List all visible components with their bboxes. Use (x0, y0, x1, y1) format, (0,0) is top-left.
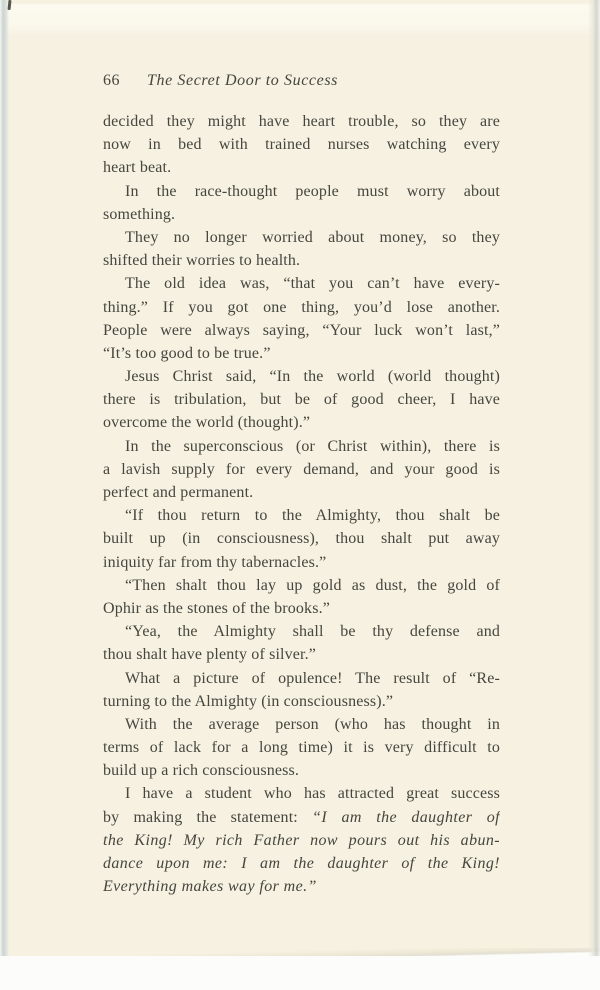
text-line (103, 481, 500, 504)
text-line (103, 411, 500, 434)
text-line (103, 597, 500, 620)
italic-text: “I am the daughter of (312, 808, 500, 826)
body-text: thou shalt have plenty of silver.” (103, 646, 317, 664)
text-line (103, 504, 500, 527)
text-line (103, 690, 500, 713)
text-line (103, 180, 500, 203)
body-text: terms of lack for a long time) it is very difficult to (103, 739, 500, 757)
text-line (103, 458, 500, 481)
body-text: In the race-thought people must worry about (125, 182, 500, 200)
text-line (103, 296, 500, 319)
body-text: In the superconscious (or Christ within), there is (125, 437, 500, 455)
body-text: iniquity far from thy tabernacles.” (103, 553, 327, 571)
text-line (103, 435, 500, 458)
text-line (103, 365, 500, 388)
paragraph (103, 620, 500, 666)
body-text: thing.” If you got one thing, you’d lose another. (103, 298, 500, 316)
text-line (103, 713, 500, 736)
text-line (103, 226, 500, 249)
running-title: The Secret Door to Success (147, 72, 338, 89)
body-text: by making the statement: (103, 808, 313, 826)
text-line (103, 388, 500, 411)
body-text: now in bed with trained nurses watching every (103, 136, 500, 154)
italic-text: Everything makes way for me.” (103, 878, 317, 896)
text-line (103, 272, 500, 295)
body-text: shifted their worries to health. (103, 252, 301, 270)
paragraph (103, 574, 500, 620)
italic-text: the King! My rich Father now pours out his abun- (103, 831, 500, 849)
text-line (103, 806, 500, 829)
text-line (103, 759, 500, 782)
body-text: something. (103, 205, 176, 223)
text-line (103, 319, 500, 342)
text-line (103, 736, 500, 759)
paragraph (103, 782, 500, 898)
body-text: “It’s too good to be true.” (103, 344, 271, 362)
paragraph (103, 180, 500, 226)
text-line (103, 643, 500, 666)
body-text: “Yea, the Almighty shall be thy defense and (125, 623, 500, 641)
body-text: The old idea was, “that you can’t have every- (125, 275, 500, 293)
text-line (103, 249, 500, 272)
body-text: What a picture of opulence! The result of “Re- (125, 669, 500, 687)
paragraph (103, 226, 500, 272)
text-line (103, 551, 500, 574)
body-text: turning to the Almighty (in consciousness).” (103, 692, 394, 710)
body-text: People were always saying, “Your luck won’t last,” (103, 321, 500, 339)
paragraph (103, 272, 500, 365)
page-body (103, 110, 500, 910)
paragraph (103, 713, 500, 783)
text-line (103, 782, 500, 805)
scanner-left-edge (0, 0, 9, 956)
text-line (103, 667, 500, 690)
text-line (103, 203, 500, 226)
paragraph (103, 365, 500, 435)
body-text: I have a student who has attracted great success (125, 785, 500, 803)
text-line (103, 527, 500, 550)
body-text: They no longer worried about money, so they (125, 228, 500, 246)
paragraph (103, 504, 500, 574)
text-line (103, 156, 500, 179)
body-text: Ophir as the stones of the brooks.” (103, 599, 330, 617)
text-line (103, 620, 500, 643)
italic-text: dance upon me: I am the daughter of the King! (103, 855, 500, 872)
page-top-showthrough (0, 4, 600, 38)
paragraph (103, 110, 500, 180)
body-text: built up (in consciousness), thou shalt put away (103, 530, 500, 548)
page-number: 66 (103, 72, 120, 89)
scanner-right-edge (588, 0, 600, 956)
body-text: overcome the world (thought).” (103, 414, 311, 432)
body-text: With the average person (who has thought in (125, 715, 500, 733)
body-text: decided they might have heart trouble, so they are (103, 113, 500, 130)
body-text: a lavish supply for every demand, and your good is (103, 460, 500, 478)
text-line (103, 852, 500, 875)
body-text: “Then shalt thou lay up gold as dust, the gold of (125, 576, 500, 594)
body-text: perfect and permanent. (103, 484, 254, 501)
body-text: Jesus Christ said, “In the world (world thought) (125, 368, 500, 386)
paragraph (103, 667, 500, 713)
body-text: heart beat. (103, 159, 172, 177)
paragraph (103, 435, 500, 505)
body-text: build up a rich consciousness. (103, 762, 300, 780)
running-head (103, 70, 500, 93)
text-line (103, 875, 500, 898)
body-text: there is tribulation, but be of good cheer, I have (103, 391, 500, 409)
text-line (103, 574, 500, 597)
body-text: “If thou return to the Almighty, thou shalt be (125, 507, 500, 525)
text-line (103, 110, 500, 133)
scanner-background (0, 956, 600, 990)
text-line (103, 829, 500, 852)
text-line (103, 342, 500, 365)
text-line (103, 133, 500, 156)
